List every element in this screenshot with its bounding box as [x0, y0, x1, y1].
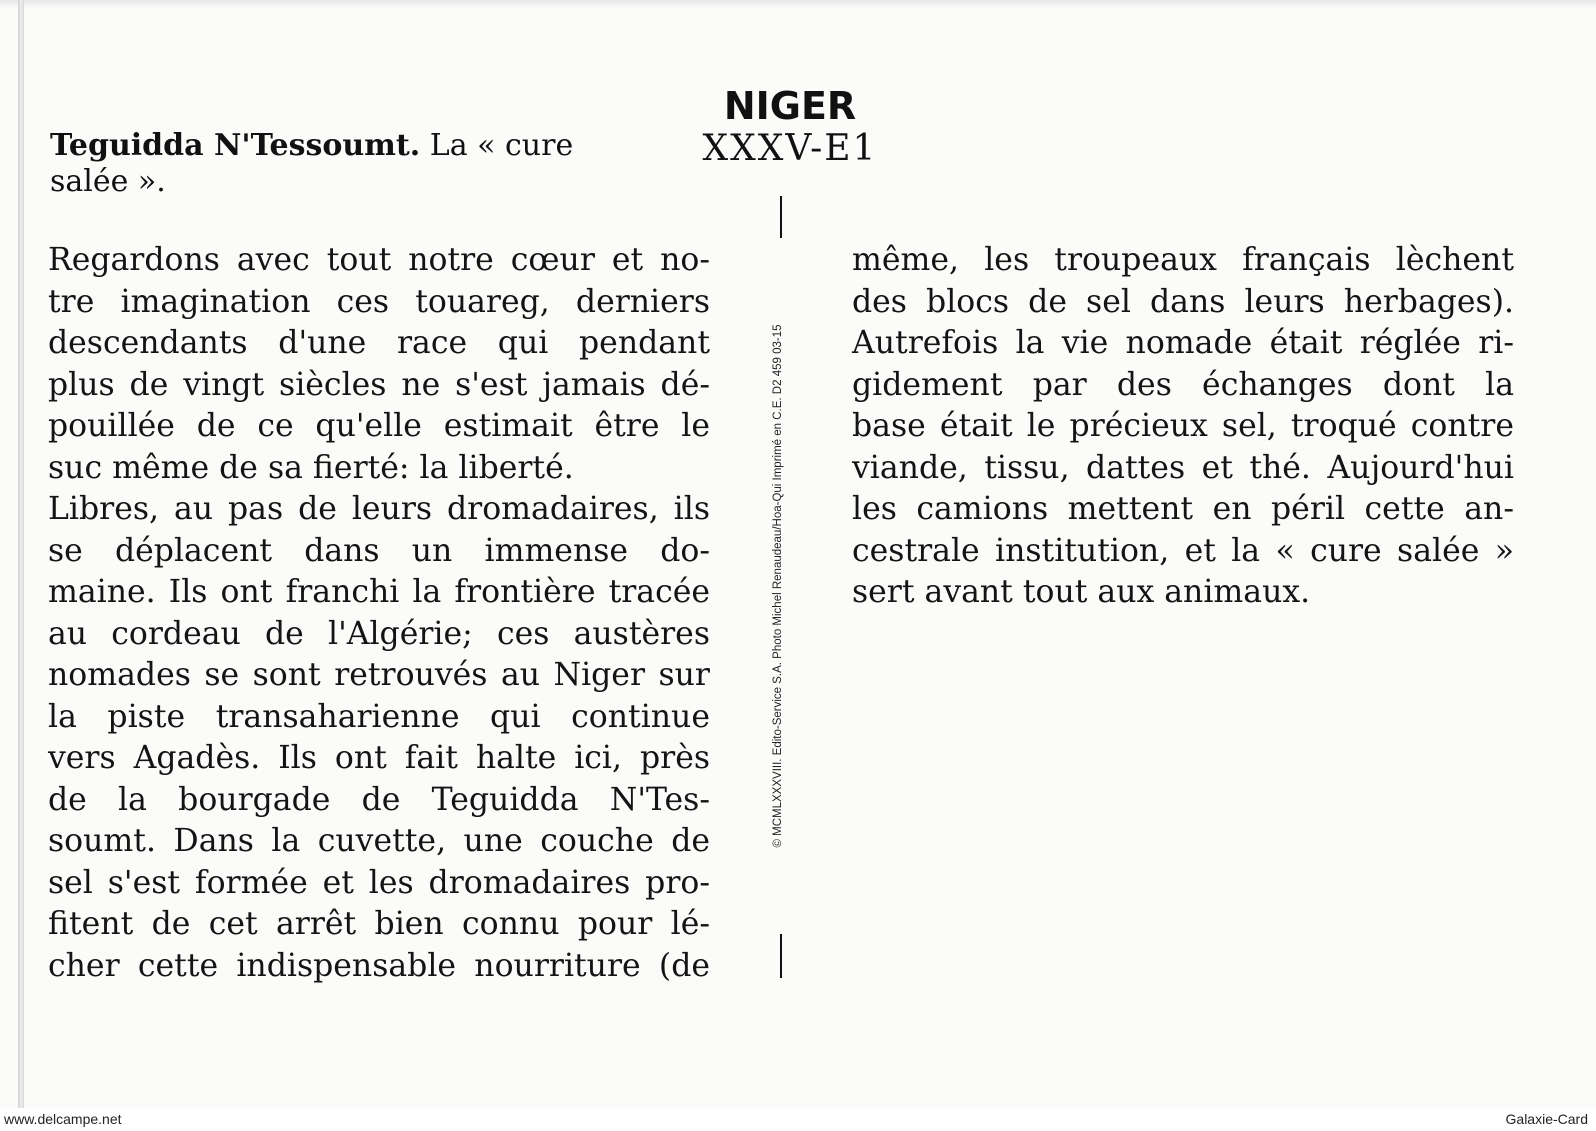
- divider-line-bottom: [780, 934, 782, 978]
- copyright-credit: © MCMLXXXVIII. Edito-Service S.A. Photo Michel Renaudeau/Hoa-Qui Imprimé en C.E. D2 459 03-15: [772, 324, 784, 848]
- text-line: Regardons avec tout notre cœur et no-: [48, 242, 710, 278]
- caption-text-line2: salée ».: [50, 164, 166, 199]
- photo-caption: [50, 128, 610, 200]
- text-line: Libres, au pas de leurs dromadaires, ils: [48, 491, 710, 527]
- card-code: XXXV-E1: [702, 128, 878, 169]
- left-edge-rule: [18, 0, 24, 1108]
- country-title: NIGER: [723, 84, 857, 128]
- text-line: les camions mettent en péril cette an-: [852, 491, 1514, 527]
- text-line: au cordeau de l'Algérie; ces austères: [48, 615, 710, 652]
- text-line: tre imagination ces touareg, derniers: [48, 283, 710, 320]
- text-line: base était le précieux sel, troqué contre: [852, 408, 1514, 444]
- text-line: viande, tissu, dattes et thé. Aujourd'hui: [852, 449, 1514, 486]
- text-line: cher cette indispensable nourriture (de: [48, 947, 710, 984]
- text-line: soumt. Dans la cuvette, une couche de: [48, 823, 710, 859]
- text-line: pouillée de ce qu'elle estimait être le: [48, 408, 710, 444]
- footer-right-watermark: Galaxie-Card: [1505, 1111, 1588, 1127]
- caption-text: La « cure: [429, 128, 574, 163]
- text-line: maine. Ils ont franchi la frontière tracée: [48, 574, 710, 610]
- text-line: gidement par des échanges dont la: [852, 366, 1514, 403]
- watermark-footer: [0, 1108, 1596, 1131]
- text-line: de la bourgade de Teguidda N'Tes-: [48, 781, 710, 818]
- text-line: cestrale institution, et la « cure salée »: [852, 532, 1514, 569]
- footer-left-watermark: www.delcampe.net: [4, 1111, 122, 1127]
- body-text-right: [852, 240, 1514, 614]
- text-line: Autrefois la vie nomade était réglée ri-: [852, 325, 1514, 361]
- text-line: plus de vingt siècles ne s'est jamais dé-: [48, 366, 710, 403]
- text-line: descendants d'une race qui pendant: [48, 325, 710, 361]
- text-line: suc même de sa fierté: la liberté.: [48, 449, 574, 486]
- text-line: sert avant tout aux animaux.: [852, 574, 1311, 610]
- text-line: vers Agadès. Ils ont fait halte ici, près: [48, 740, 710, 776]
- text-line: fitent de cet arrêt bien connu pour lé-: [48, 906, 710, 942]
- divider-line-top: [780, 196, 782, 238]
- text-line: même, les troupeaux français lèchent: [852, 242, 1514, 278]
- text-line: la piste transaharienne qui continue: [48, 698, 710, 735]
- text-line: se déplacent dans un immense do-: [48, 532, 710, 569]
- text-line: des blocs de sel dans leurs herbages).: [852, 283, 1514, 320]
- top-edge-shadow: [0, 0, 1596, 8]
- caption-place: Teguidda N'Tessoumt.: [50, 128, 421, 163]
- text-line: sel s'est formée et les dromadaires pro-: [48, 864, 710, 901]
- text-line: nomades se sont retrouvés au Niger sur: [48, 657, 710, 693]
- body-text-left: [48, 240, 710, 987]
